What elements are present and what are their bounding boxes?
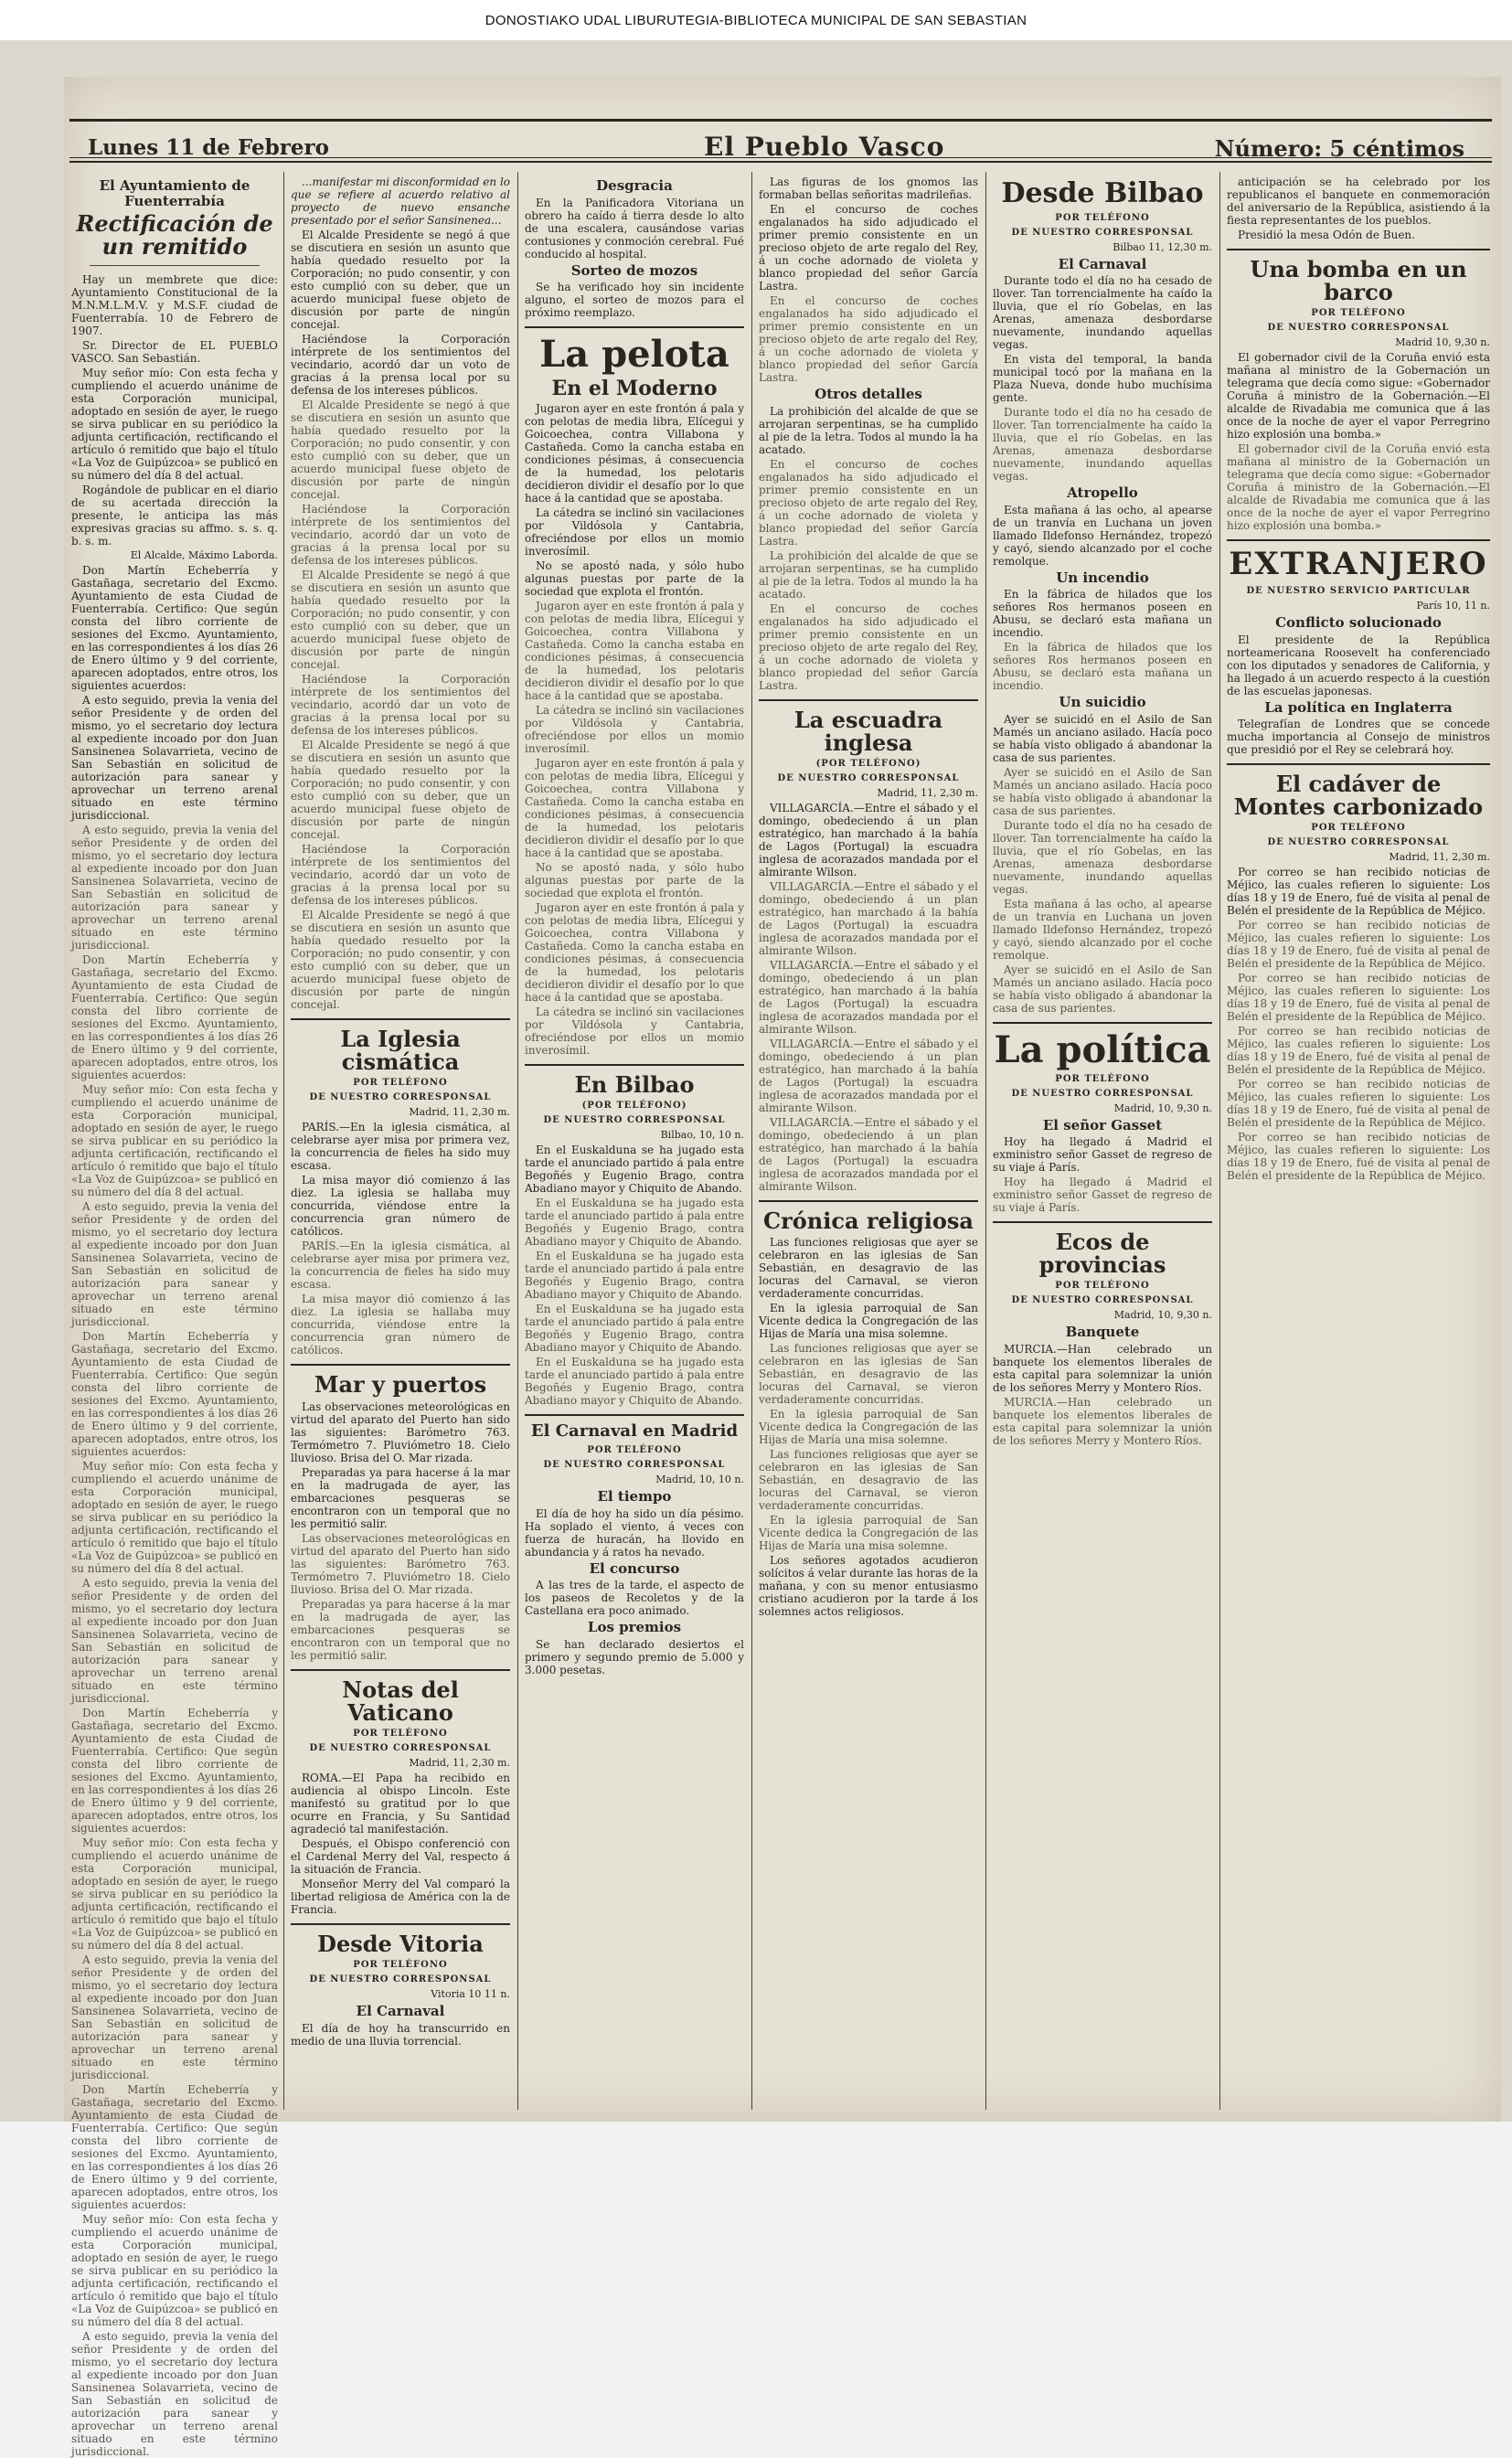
article-title: EXTRANJERO [1229,546,1488,583]
paragraph: Ayer se suicidó en el Asilo de San Mamés un anciano asilado. Hacía poco se había visto obligado á abandonar la casa de sus parientes. [993,963,1212,1015]
column-3 [525,176,744,2104]
paragraph: PARÍS.—En la iglesia cismática, al celebrarse ayer misa por primera vez, la concurrencia de fieles ha sido muy escasa. [291,1121,510,1173]
paragraph: En la fábrica de hilados que los señores Ros hermanos poseen en Abusu, se declaró esta mañana un incendio. [993,641,1212,692]
column-2 [291,176,510,2104]
paragraph: En el concurso de coches engalanados ha sido adjudicado el primer premio consistente en un precioso objeto de arte regalo del Rey, á un coche adornado de violeta y blanco propiedad del señor García Lastra. [759,294,978,384]
paragraph: El Alcalde Presidente se negó á que se discutiera en sesión un asunto que había quedado resuelto por la Corporación; no pudo consentir, y con esto cumplió con su deber, que un acuerdo municipal fuese objeto de discusión por parte de ningún concejal. [291,399,510,501]
article-correspondent: DE NUESTRO CORRESPONSAL [1267,323,1450,334]
paragraph: Durante todo el día no ha cesado de llover. Tan torrencialmente ha caído la lluvia, que el río Gobelas, en las Arenas, amenaza desbordarse nuevamente, inundando aquellas vegas. [993,406,1212,483]
article-dateline: Madrid, 11, 2,30 m. [877,786,978,799]
masthead-rule [69,119,1492,122]
paragraph: Las observaciones meteorológicas en virtud del aparato del Puerto han sido las siguientes: Barómetro 763. Termómetro 7. Pluviómetro 18. Cielo lluvioso. Brisa del O. Mar rizada. [291,1531,510,1596]
paragraph: La cátedra se inclinó sin vacilaciones por Vildósola y Cantabria, ofreciéndose por ellos un momio inverosímil. [525,1006,744,1058]
paragraph: Las figuras de los gnomos las formaban bellas señoritas madrileñas. [759,176,978,201]
article-title: Rectificación de un remitido [76,210,273,261]
article-title: En Bilbao [574,1071,695,1099]
paragraph: En el Euskalduna se ha jugado esta tarde el anunciado partido á pala entre Begoñés y Eugenio Brago, contra Abadiano mayor y Chiquito de Abando. [525,1303,744,1355]
masthead-title: El Pueblo Vasco [704,132,945,162]
masthead-rule-lower-thick [69,161,1492,163]
article-title: La política [994,1027,1211,1071]
paragraph: Haciéndose la Corporación intérprete de los sentimientos del vecindario, acordó dar un voto de gracias á la prensa local por su defensa de los intereses públicos. [291,843,510,907]
paragraph: Sr. Director de EL PUEBLO VASCO. San Sebastián. [71,339,278,366]
paragraph: El día de hoy ha sido un día pésimo. Ha soplado el viento, á veces con fuerza de huracán, ha llovido en abundancia y á ratos ha nevado. [525,1506,744,1559]
paragraph: Ayer se suicidó en el Asilo de San Mamés un anciano asilado. Hacía poco se había visto obligado á abandonar la casa de sus parientes. [993,712,1212,764]
paragraph: La misa mayor dió comienzo á las diez. La iglesia se hallaba muy concurrida, viéndose entre la concurrencia gran número de católicos. [291,1174,510,1239]
article-subhead: Banquete [1065,1324,1140,1341]
paragraph: Se ha verificado hoy sin incidente alguno, el sorteo de mozos para el próximo reemplazo. [525,281,744,319]
article-subhead: Los premios [587,1619,682,1636]
article-dateline: Vitoria 10 11 n. [431,1988,510,2001]
paragraph: Hoy ha llegado á Madrid el exministro señor Gasset de regreso de su viaje á París. [993,1135,1212,1174]
paragraph: MURCIA.—Han celebrado un banquete los elementos liberales de esta capital para solemnizar la unión de los señores Merry y Montero Ríos. [993,1395,1212,1447]
article-dateline: Madrid, 10, 9,30 n. [1113,1101,1212,1114]
masthead-price: Número: 5 céntimos [1214,135,1464,162]
article-subhead: El tiempo [597,1488,672,1506]
paragraph: A las tres de la tarde, el aspecto de los paseos de Recoletos y de la Castellana era poco animado. [525,1579,744,1618]
paragraph: El Alcalde Presidente se negó á que se discutiera en sesión un asunto que había quedado resuelto por la Corporación; no pudo consentir, y con esto cumplió con su deber, que un acuerdo municipal fuese objeto de discusión por parte de ningún concejal. [291,739,510,841]
article-dateline: Madrid, 10, 9,30 n. [1113,1309,1212,1322]
article-dateline: Bilbao, 10, 10 n. [660,1129,744,1142]
article-dateline: París 10, 11 n. [1416,600,1490,612]
paragraph: VILLAGARCÍA.—Entre el sábado y el domingo, obedeciendo á un plan estratégico, han marchado á la bahía de Lagos (Portugal) la escuadra inglesa de acorazados mandada por el almirante Wilson. [759,1115,978,1193]
article-subhead: Otros detalles [815,386,922,402]
paragraph: A esto seguido, previa la venia del señor Presidente y de orden del mismo, yo el secretario doy lectura al expediente incoado por don Juan Sansinenea Solavarrieta, vecino de San Sebastián en solicitud de autorización para sanear y aprovechar un terreno arenal situado en este término jurisdiccional. [71,694,278,823]
article-correspondent: DE NUESTRO CORRESPONSAL [309,1974,492,1985]
article-dateline: Bilbao 11, 12,30 m. [1113,240,1212,253]
paragraph: Durante todo el día no ha cesado de llover. Tan torrencialmente ha caído la lluvia, que el río Gobelas, en las Arenas, amenaza desbordarse nuevamente, inundando aquellas vegas. [993,274,1212,351]
paragraph: Las observaciones meteorológicas en virtud del aparato del Puerto han sido las siguientes: Barómetro 763. Termómetro 7. Pluviómetro 18. Cielo lluvioso. Brisa del O. Mar rizada. [291,1399,510,1464]
paragraph: A esto seguido, previa la venia del señor Presidente y de orden del mismo, yo el secretario doy lectura al expediente incoado por don Juan Sansinenea Solavarrieta, vecino de San Sebastián en solicitud de autorización para sanear y aprovechar un terreno arenal situado en este término jurisdiccional. [71,1953,278,2082]
paragraph: Por correo se han recibido noticias de Méjico, las cuales refieren lo siguiente: Los días 18 y 19 de Enero, fué de visita al penal de Belén el presidente de la República de Méjico. [1227,1025,1490,1077]
paragraph: El gobernador civil de la Coruña envió esta mañana al ministro de la Gobernación un telegrama que decía como sigue: «Gobernador Coruña á ministro de la Gobernación.—El alcalde de Rivadabia me comunica que á las once de la noche de ayer el vapor Perregrino hizo explosión una bomba.» [1227,442,1490,533]
article-title: La escuadra inglesa [793,706,943,756]
article-dateline: Madrid, 11, 2,30 m. [409,1756,510,1769]
paragraph: Los señores agotados acudieron solícitos á velar durante las horas de la mañana, y con su menor entusiasmo cristiano acudieron por la tarde á los solemnes actos religiosos. [759,1554,978,1619]
divider [759,699,978,701]
article-subhead: Un suicidio [1059,694,1146,710]
article-subhead: La política en Inglaterra [1264,698,1453,716]
article-source: POR TELÉFONO [353,1078,448,1089]
paragraph: Por correo se han recibido noticias de Méjico, las cuales refieren lo siguiente: Los días 18 y 19 de Enero, fué de visita al penal de Belén el presidente de la República de Méjico. [1227,919,1490,971]
paragraph: En la fábrica de hilados que los señores Ros hermanos poseen en Abusu, se declaró esta mañana un incendio. [993,588,1212,639]
paragraph: En la iglesia parroquial de San Vicente dedica la Congregación de las Hijas de María una misa solemne. [759,1408,978,1447]
article-title: Ecos de provincias [1038,1229,1166,1279]
column-separator [985,172,986,2110]
divider [90,265,260,266]
paragraph: VILLAGARCÍA.—Entre el sábado y el domingo, obedeciendo á un plan estratégico, han marchado á la bahía de Lagos (Portugal) la escuadra inglesa de acorazados mandada por el almirante Wilson. [759,1037,978,1114]
paragraph: La prohibición del alcalde de que se arrojaran serpentinas, se ha cumplido al pie de la letra. Todos al mundo la ha acatado. [759,548,978,601]
column-separator [751,172,752,2110]
article-source: POR TELÉFONO [1055,212,1150,223]
paragraph: Hoy ha llegado á Madrid el exministro señor Gasset de regreso de su viaje á París. [993,1176,1212,1214]
article-dateline: Madrid, 10, 10 n. [655,1474,744,1486]
article-title: La pelota [539,333,729,376]
paragraph: Don Martín Echeberría y Gastañaga, secretario del Excmo. Ayuntamiento de esta Ciudad de Fuenterrabía. Certifico: Que según consta del libro corriente de sesiones del Excmo. Ayuntamiento, en las correspondientes á los días 26 de Enero último y 9 del corriente, aparecen adoptados, entre otros, los siguientes acuerdos: [71,1707,278,1836]
paragraph: Muy señor mío: Con esta fecha y cumpliendo el acuerdo unánime de esta Corporación municipal, adoptado en sesión de ayer, le ruego se sirva publicar en su periódico la adjunta certificación, rectificando el artículo ó remitido que bajo el título «La Voz de Guipúzcoa» se publicó en su número del día 8 del actual. [71,367,278,483]
article-correspondent: DE NUESTRO CORRESPONSAL [309,1092,492,1103]
article-title: La Iglesia cismática [340,1026,461,1076]
article-correspondent: DE NUESTRO CORRESPONSAL [543,1115,726,1126]
article-subhead: Sorteo de mozos [570,261,698,279]
article-subhead: Desgracia [596,177,673,194]
paragraph: A esto seguido, previa la venia del señor Presidente y de orden del mismo, yo el secretario doy lectura al expediente incoado por don Juan Sansinenea Solavarrieta, vecino de San Sebastián en solicitud de autorización para sanear y aprovechar un terreno arenal situado en este término jurisdiccional. [71,2330,278,2458]
paragraph: En la iglesia parroquial de San Vicente dedica la Congregación de las Hijas de María una misa solemne. [759,1514,978,1553]
paragraph: En el concurso de coches engalanados ha sido adjudicado el primer premio consistente en un precioso objeto de arte regalo del Rey, á un coche adornado de violeta y blanco propiedad del señor García Lastra. [759,457,978,548]
paragraph: Don Martín Echeberría y Gastañaga, secretario del Excmo. Ayuntamiento de esta Ciudad de Fuenterrabía. Certifico: Que según consta del libro corriente de sesiones del Excmo. Ayuntamiento, en las correspondientes á los días 26 de Enero último y 9 del corriente, aparecen adoptados, entre otros, los siguientes acuerdos: [71,2083,278,2212]
paragraph: Muy señor mío: Con esta fecha y cumpliendo el acuerdo unánime de esta Corporación municipal, adoptado en sesión de ayer, le ruego se sirva publicar en su periódico la adjunta certificación, rectificando el artículo ó remitido que bajo el título «La Voz de Guipúzcoa» se publicó en su número del día 8 del actual. [71,2213,278,2329]
article-correspondent: DE NUESTRO CORRESPONSAL [1267,837,1450,848]
article-title: Una bomba en un barco [1250,256,1467,306]
paragraph: En la Panificadora Vitoriana un obrero ha caído á tierra desde lo alto de una escalera, causándose varias contusiones y conmoción cerebral. Fué conducido al hospital. [525,196,744,261]
paragraph: A esto seguido, previa la venia del señor Presidente y de orden del mismo, yo el secretario doy lectura al expediente incoado por don Juan Sansinenea Solavarrieta, vecino de San Sebastián en solicitud de autorización para sanear y aprovechar un terreno arenal situado en este término jurisdiccional. [71,1200,278,1329]
article-correspondent: DE NUESTRO CORRESPONSAL [1011,227,1194,238]
paragraph: Monseñor Merry del Val comparó la libertad religiosa de América con la de Francia. [291,1877,510,1916]
paragraph: Por correo se han recibido noticias de Méjico, las cuales refieren lo siguiente: Los días 18 y 19 de Enero, fué de visita al penal de Belén el presidente de la República de Méjico. [1227,1131,1490,1183]
divider [993,1022,1212,1024]
paragraph: Don Martín Echeberría y Gastañaga, secretario del Excmo. Ayuntamiento de esta Ciudad de Fuenterrabía. Certifico: Que según consta del libro corriente de sesiones del Excmo. Ayuntamiento, en las correspondientes á los días 26 de Enero último y 9 del corriente, aparecen adoptados, entre otros, los siguientes acuerdos: [71,1330,278,1459]
article-title: Desde Bilbao [1001,177,1204,209]
article-source: POR TELÉFONO [1055,1281,1150,1292]
paragraph: El Alcalde Presidente se negó á que se discutiera en sesión un asunto que había quedado resuelto por la Corporación; no pudo consentir, y con esto cumplió con su deber, que un acuerdo municipal fuese objeto de discusión por parte de ningún concejal. [291,229,510,331]
divider [291,1018,510,1020]
article-dateline: Madrid 10, 9,30 n. [1395,336,1490,349]
article-title: Notas del Vaticano [342,1676,459,1726]
paragraph: En el concurso de coches engalanados ha sido adjudicado el primer premio consistente en un precioso objeto de arte regalo del Rey, á un coche adornado de violeta y blanco propiedad del señor García Lastra. [759,203,978,293]
column-1 [71,176,278,2458]
paragraph: Jugaron ayer en este frontón á pala y con pelotas de media libra, Elícegui y Goicoechea, contra Villabona y Castañeda. Como la cancha estaba en condiciones pésimas, á consecuencia de la humedad, los pelotaris decidieron dividir el desafío por lo que hace á la cantidad que se apostaba. [525,757,744,860]
article-correspondent: DE NUESTRO CORRESPONSAL [777,772,960,783]
article-headline: El Ayuntamiento de Fuenterrabía [99,177,250,209]
article-title: El Carnaval en Madrid [530,1421,739,1442]
article-source: POR TELÉFONO [1311,823,1406,834]
paragraph: En el Euskalduna se ha jugado esta tarde el anunciado partido á pala entre Begoñés y Eugenio Brago, contra Abadiano mayor y Chiquito de Abando. [525,1356,744,1408]
signature: El Alcalde, Máximo Laborda. [130,549,278,562]
divider [291,1669,510,1671]
paragraph: La misa mayor dió comienzo á las diez. La iglesia se hallaba muy concurrida, viéndose entre la concurrencia gran número de católicos. [291,1293,510,1357]
article-source: POR TELÉFONO [1055,1073,1150,1084]
paragraph: Esta mañana á las ocho, al apearse de un tranvía en Luchana un joven llamado Ildefonso Hernández, tropezó y cayó, siendo alcanzado por el coche remolque. [993,897,1212,962]
article-source: POR TELÉFONO [353,1728,448,1739]
article-subhead: El señor Gasset [1042,1116,1163,1133]
paragraph: Después, el Obispo conferenció con el Cardenal Merry del Val, respecto á la situación de Francia. [291,1836,510,1876]
article-title: Desde Vitoria [317,1930,484,1957]
paragraph: Por correo se han recibido noticias de Méjico, las cuales refieren lo siguiente: Los días 18 y 19 de Enero, fué de visita al penal de Belén el presidente de la República de Méjico. [1227,972,1490,1024]
paragraph: En el concurso de coches engalanados ha sido adjudicado el primer premio consistente en un precioso objeto de arte regalo del Rey, á un coche adornado de violeta y blanco propiedad del señor García Lastra. [759,601,978,692]
paragraph: La cátedra se inclinó sin vacilaciones por Vildósola y Cantabria, ofreciéndose por ellos un momio inverosímil. [525,506,744,559]
article-subhead: En el Moderno [551,377,718,400]
paragraph: No se apostó nada, y sólo hubo algunas puestas por parte de la sociedad que explota el frontón. [525,861,744,900]
divider [759,1200,978,1202]
article-subhead: El Carnaval [1058,255,1147,272]
article-correspondent: DE NUESTRO CORRESPONSAL [543,1460,726,1471]
paragraph: Haciéndose la Corporación intérprete de los sentimientos del vecindario, acordó dar un voto de gracias á la prensa local por su defensa de los intereses públicos. [291,673,510,737]
article-source: (POR TELÉFONO) [581,1101,687,1112]
article-correspondent: DE NUESTRO CORRESPONSAL [1011,1295,1194,1306]
paragraph: VILLAGARCÍA.—Entre el sábado y el domingo, obedeciendo á un plan estratégico, han marchado á la bahía de Lagos (Portugal) la escuadra inglesa de acorazados mandada por el almirante Wilson. [759,801,978,878]
paragraph: Las funciones religiosas que ayer se celebraron en las iglesias de San Sebastián, en desagravio de las locuras del Carnaval, se vieron verdaderamente concurridas. [759,1342,978,1407]
paragraph: VILLAGARCÍA.—Entre el sábado y el domingo, obedeciendo á un plan estratégico, han marchado á la bahía de Lagos (Portugal) la escuadra inglesa de acorazados mandada por el almirante Wilson. [759,879,978,957]
masthead-date: Lunes 11 de Febrero [88,135,329,160]
article-subhead: Atropello [1067,484,1138,501]
paragraph: Telegrafían de Londres que se concede mucha importancia al Consejo de ministros que presidió por el Rey se celebrará hoy. [1227,718,1490,757]
paragraph: Preparadas ya para hacerse á la mar en la madrugada de ayer, las embarcaciones pesqueras se encontraron con un temporal que no les permitió salir. [291,1465,510,1530]
paragraph: ROMA.—El Papa ha recibido en audiencia al obispo Lincoln. Este manifestó su gratitud por lo que ocurre en Francia, y Su Santidad agradeció tal manifestación. [291,1771,510,1836]
article-source: POR TELÉFONO [587,1445,682,1456]
paragraph: Las funciones religiosas que ayer se celebraron en las iglesias de San Sebastián, en desagravio de las locuras del Carnaval, se vieron verdaderamente concurridas. [759,1236,978,1301]
divider [1227,763,1490,765]
article-title: Mar y puertos [314,1371,487,1399]
paragraph: PARÍS.—En la iglesia cismática, al celebrarse ayer misa por primera vez, la concurrencia de fieles ha sido muy escasa. [291,1240,510,1292]
divider [525,1414,744,1416]
column-4 [759,176,978,2104]
paragraph: El gobernador civil de la Coruña envió esta mañana al ministro de la Gobernación un telegrama que decía como sigue: «Gobernador Coruña á ministro de la Gobernación.—El alcalde de Rivadabia me comunica que á las once de la noche de ayer el vapor Perregrino hizo explosión una bomba.» [1227,351,1490,442]
paragraph: No se apostó nada, y sólo hubo algunas puestas por parte de la sociedad que explota el frontón. [525,559,744,599]
paragraph: Las funciones religiosas que ayer se celebraron en las iglesias de San Sebastián, en desagravio de las locuras del Carnaval, se vieron verdaderamente concurridas. [759,1448,978,1513]
masthead-rule-lower [69,157,1492,158]
archive-banner: DONOSTIAKO UDAL LIBURUTEGIA-BIBLIOTECA MUNICIPAL DE SAN SEBASTIAN [0,0,1512,40]
article-correspondent: DE NUESTRO CORRESPONSAL [1011,1088,1194,1099]
paragraph: El presidente de la República norteamericana Roosevelt ha conferenciado con los diputados y senadores de California, y ha llegado á un acuerdo respecto á la cuestión de las escuelas japonesas. [1227,633,1490,697]
article-subhead: El Carnaval [356,2003,445,2020]
article-subhead: Un incendio [1056,569,1149,586]
divider [993,1221,1212,1223]
paragraph: anticipación se ha celebrado por los republicanos el banquete en conmemoración del aniversario de la República, asistiendo á la fiesta representantes de los pueblos. [1227,176,1490,227]
paragraph: Muy señor mío: Con esta fecha y cumpliendo el acuerdo unánime de esta Corporación municipal, adoptado en sesión de ayer, le ruego se sirva publicar en su periódico la adjunta certificación, rectificando el artículo ó remitido que bajo el título «La Voz de Guipúzcoa» se publicó en su número del día 8 del actual. [71,1460,278,1576]
column-5 [993,176,1212,2104]
paragraph: En el Euskalduna se ha jugado esta tarde el anunciado partido á pala entre Begoñés y Eugenio Brago, contra Abadiano mayor y Chiquito de Abando. [525,1197,744,1249]
article-subhead: El concurso [589,1559,680,1577]
column-separator [517,172,518,2110]
paragraph: Jugaron ayer en este frontón á pala y con pelotas de media libra, Elícegui y Goicoechea, contra Villabona y Castañeda. Como la cancha estaba en condiciones pésimas, á consecuencia de la humedad, los pelotaris decidieron dividir el desafío por lo que hace á la cantidad que se apostaba. [525,402,744,505]
article-source: (POR TELÉFONO) [815,758,921,769]
paragraph: Presidió la mesa Odón de Buen. [1238,229,1415,241]
paragraph: Haciéndose la Corporación intérprete de los sentimientos del vecindario, acordó dar un voto de gracias á la prensa local por su defensa de los intereses públicos. [291,503,510,567]
paragraph: Esta mañana á las ocho, al apearse de un tranvía en Luchana un joven llamado Ildefonso Hernández, tropezó y cayó, siendo alcanzado por el coche remolque. [993,503,1212,568]
paragraph: El día de hoy ha transcurrido en medio de una lluvia torrencial. [291,2021,510,2048]
paragraph: Muy señor mío: Con esta fecha y cumpliendo el acuerdo unánime de esta Corporación municipal, adoptado en sesión de ayer, le ruego se sirva publicar en su periódico la adjunta certificación, rectificando el artículo ó remitido que bajo el título «La Voz de Guipúzcoa» se publicó en su número del día 8 del actual. [71,1836,278,1953]
newspaper-page [64,77,1501,2458]
paragraph: Preparadas ya para hacerse á la mar en la madrugada de ayer, las embarcaciones pesqueras se encontraron con un temporal que no les permitió salir. [291,1597,510,1662]
paragraph: Hay un membrete que dice: Ayuntamiento Constitucional de la M.N.M.L.M.V. y M.S.F. ciudad de Fuenterrabía. 10 de Febrero de 1907. [71,273,278,338]
paragraph: Por correo se han recibido noticias de Méjico, las cuales refieren lo siguiente: Los días 18 y 19 de Enero, fué de visita al penal de Belén el presidente de la República de Méjico. [1227,1078,1490,1130]
paragraph: El Alcalde Presidente se negó á que se discutiera en sesión un asunto que había quedado resuelto por la Corporación; no pudo consentir, y con esto cumplió con su deber, que un acuerdo municipal fuese objeto de discusión por parte de ningún concejal. [291,909,510,1011]
paragraph: VILLAGARCÍA.—Entre el sábado y el domingo, obedeciendo á un plan estratégico, han marchado á la bahía de Lagos (Portugal) la escuadra inglesa de acorazados mandada por el almirante Wilson. [759,958,978,1036]
paragraph: La cátedra se inclinó sin vacilaciones por Vildósola y Cantabria, ofreciéndose por ellos un momio inverosímil. [525,704,744,756]
newspaper-scan [0,40,1512,2458]
article-source: DE NUESTRO SERVICIO PARTICULAR [1246,586,1471,597]
paragraph: Ayer se suicidó en el Asilo de San Mamés un anciano asilado. Hacía poco se había visto obligado á abandonar la casa de sus parientes. [993,765,1212,817]
article-dateline: Madrid, 11, 2,30 m. [1389,851,1490,864]
article-source: POR TELÉFONO [353,1960,448,1971]
paragraph: En el Euskalduna se ha jugado esta tarde el anunciado partido á pala entre Begoñés y Eugenio Brago, contra Abadiano mayor y Chiquito de Abando. [525,1250,744,1302]
paragraph: Don Martín Echeberría y Gastañaga, secretario del Excmo. Ayuntamiento de esta Ciudad de Fuenterrabía. Certifico: Que según consta del libro corriente de sesiones del Excmo. Ayuntamiento, en las correspondientes á los días 26 de Enero último y 9 del corriente, aparecen adoptados, entre otros, los siguientes acuerdos: [71,953,278,1082]
paragraph: A esto seguido, previa la venia del señor Presidente y de orden del mismo, yo el secretario doy lectura al expediente incoado por don Juan Sansinenea Solavarrieta, vecino de San Sebastián en solicitud de autorización para sanear y aprovechar un terreno arenal situado en este término jurisdiccional. [71,824,278,952]
article-dateline: Madrid, 11, 2,30 m. [409,1106,510,1119]
article-title: Crónica religiosa [763,1207,974,1234]
paragraph: Durante todo el día no ha cesado de llover. Tan torrencialmente ha caído la lluvia, que el río Gobelas, en las Arenas, amenaza desbordarse nuevamente, inundando aquellas vegas. [993,818,1212,896]
paragraph: En la iglesia parroquial de San Vicente dedica la Congregación de las Hijas de María una misa solemne. [759,1302,978,1341]
paragraph: Jugaron ayer en este frontón á pala y con pelotas de media libra, Elícegui y Goicoechea, contra Villabona y Castañeda. Como la cancha estaba en condiciones pésimas, á consecuencia de la humedad, los pelotaris decidieron dividir el desafío por lo que hace á la cantidad que se apostaba. [525,600,744,703]
paragraph: En el Euskalduna se ha jugado esta tarde el anunciado partido á pala entre Begoñés y Eugenio Brago, contra Abadiano mayor y Chiquito de Abando. [525,1144,744,1196]
paragraph: Jugaron ayer en este frontón á pala y con pelotas de media libra, Elícegui y Goicoechea, contra Villabona y Castañeda. Como la cancha estaba en condiciones pésimas, á consecuencia de la humedad, los pelotaris decidieron dividir el desafío por lo que hace á la cantidad que se apostaba. [525,901,744,1005]
paragraph: Muy señor mío: Con esta fecha y cumpliendo el acuerdo unánime de esta Corporación municipal, adoptado en sesión de ayer, le ruego se sirva publicar en su periódico la adjunta certificación, rectificando el artículo ó remitido que bajo el título «La Voz de Guipúzcoa» se publicó en su número del día 8 del actual. [71,1083,278,1199]
paragraph: El Alcalde Presidente se negó á que se discutiera en sesión un asunto que había quedado resuelto por la Corporación; no pudo consentir, y con esto cumplió con su deber, que un acuerdo municipal fuese objeto de discusión por parte de ningún concejal. [291,569,510,671]
column-separator [1219,172,1220,2110]
divider [291,1364,510,1366]
divider [525,326,744,328]
divider [525,1064,744,1066]
divider [1227,539,1490,541]
paragraph: Por correo se han recibido noticias de Méjico, las cuales refieren lo siguiente: Los días 18 y 19 de Enero, fué de visita al penal de Belén el presidente de la República de Méjico. [1227,866,1490,918]
paragraph: A esto seguido, previa la venia del señor Presidente y de orden del mismo, yo el secretario doy lectura al expediente incoado por don Juan Sansinenea Solavarrieta, vecino de San Sebastián en solicitud de autorización para sanear y aprovechar un terreno arenal situado en este término jurisdiccional. [71,1577,278,1706]
article-title: El cadáver de Montes carbonizado [1233,771,1484,821]
divider [291,1923,510,1925]
paragraph: En vista del temporal, la banda municipal tocó por la mañana en la Plaza Nueva, donde hubo muchísima gente. [993,353,1212,404]
column-separator [283,172,284,2110]
paragraph: La prohibición del alcalde de que se arrojaran serpentinas, se ha cumplido al pie de la letra. Todos al mundo la ha acatado. [759,404,978,456]
column-6 [1227,176,1490,2104]
paragraph: Don Martín Echeberría y Gastañaga, secretario del Excmo. Ayuntamiento de esta Ciudad de Fuenterrabía. Certifico: Que según consta del libro corriente de sesiones del Excmo. Ayuntamiento, en las correspondientes á los días 26 de Enero último y 9 del corriente, aparecen adoptados, entre otros, los siguientes acuerdos: [71,564,278,693]
divider [1227,249,1490,250]
paragraph: MURCIA.—Han celebrado un banquete los elementos liberales de esta capital para solemnizar la unión de los señores Merry y Montero Ríos. [993,1342,1212,1394]
paragraph: ...manifestar mi disconformidad en lo que se refiere al acuerdo relativo al proyecto de nuevo ensanche presentado por el señor Sansinenea... [291,176,510,227]
article-subhead: Conflicto solucionado [1275,614,1442,632]
paragraph: Rogándole de publicar en el diario de su acertada dirección la presente, le anticipa las más expresivas gracias su affmo. s. s. q. b. s. m. [71,484,278,548]
paragraph: Haciéndose la Corporación intérprete de los sentimientos del vecindario, acordó dar un voto de gracias á la prensa local por su defensa de los intereses públicos. [291,333,510,397]
article-correspondent: DE NUESTRO CORRESPONSAL [309,1742,492,1753]
article-source: POR TELÉFONO [1311,308,1406,319]
paragraph: Se han declarado desiertos el primero y segundo premio de 5.000 y 3.000 pesetas. [525,1637,744,1676]
